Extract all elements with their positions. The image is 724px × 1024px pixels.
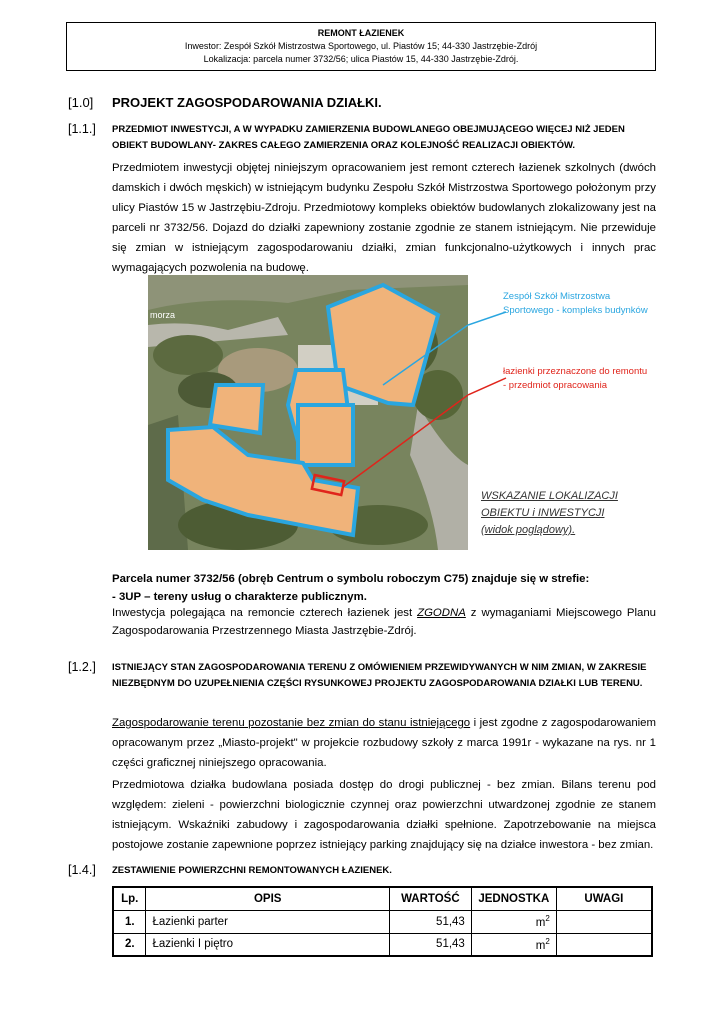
table-row: 1. Łazienki parter 51,43 $m^2$ xyxy=(113,910,652,933)
bathroom-area-table xyxy=(112,886,653,957)
legend-leader-lines xyxy=(468,290,508,400)
th-opis: OPIS xyxy=(146,887,389,910)
section-1-2-title: ISTNIEJĄCY STAN ZAGOSPODAROWANIA TERENU Z OMÓWIENIEM PRZEWIDYWANYCH W NIM ZMIAN, W ZAKRESIE NIEZBĘDNYM DO UZUPEŁNIENIA CZĘŚCI RYSUNKOWEJ PROJEKTU ZAGOSPODAROWANIA DZIAŁKI LUB TERENU. xyxy=(112,662,647,689)
legend-bathrooms: łazienki przeznaczone do remontu - przedmiot opracowania xyxy=(503,366,648,391)
legend-school-complex: Zespół Szkół Mistrzostwa Sportowego - kompleks budynków xyxy=(503,291,648,316)
section-1-0-title: PROJEKT ZAGOSPODAROWANIA DZIAŁKI. xyxy=(112,95,382,110)
header-location: Lokalizacja: parcela numer 3732/56; ulica Piastów 15, 44-330 Jastrzębie-Zdrój. xyxy=(203,54,519,64)
section-1-2-number: [1.2.] xyxy=(68,660,96,674)
section-1-2-paragraph-2: Przedmiotowa działka budowlana posiada dostęp do drogi publicznej - bez zmian. Bilans terenu pod względem: zieleni - powierzchni biologicznie czynnej oraz powierzchni utwardzonej zgodnie ze stanem istniejącym. Wskaźniki zabudowy i zagospodarowania działki spełnione. Zapotrzebowanie na miejsca postojowe zostanie zapewnione poprzez istniejący parking znajdujący się na działce inwestora - bez zmian. xyxy=(112,779,656,851)
zone-line-1: Parcela numer 3732/56 (obręb Centrum o symbolu roboczym C75) znajduje się w strefie: xyxy=(112,573,590,585)
section-1-1-number: [1.1.] xyxy=(68,122,96,136)
document-header xyxy=(66,22,656,71)
aerial-map xyxy=(148,275,468,550)
zgodna-emphasis: ZGODNA xyxy=(417,607,466,619)
th-lp: Lp. xyxy=(113,887,146,910)
th-jednostka: JEDNOSTKA xyxy=(471,887,556,910)
zone-line-2: - 3UP – tereny usług o charakterze publicznym. xyxy=(112,591,367,603)
section-1-4-number: [1.4.] xyxy=(68,863,96,877)
th-uwagi: UWAGI xyxy=(556,887,652,910)
location-caption: WSKAZANIE LOKALIZACJI OBIEKTU i INWESTYCJI (widok poglądowy). xyxy=(481,490,618,536)
section-1-1-paragraph: Przedmiotem inwestycji objętej niniejszym opracowaniem jest remont czterech łazienek szkolnych (dwóch damskich i dwóch męskich) w istniejącym budynku Zespołu Szkół Mistrzostwa Sportowego położonym przy ulicy Piastów 15 w Jastrzębiu-Zdroju. Przedmiotowy kompleks obiektów budowlanych zlokalizowany jest na parceli nr 3732/56. Dojazd do działki zapewniony zostanie zgodnie ze stanem istniejącym. Nie przewiduje się zmian w istniejącym zagospodarowaniu działki, zmian funkcjonalno-użytkowych i innych prac wymagających pozwolenia na budowę. xyxy=(112,162,656,274)
section-1-2-paragraph-1: Zagospodarowanie terenu pozostanie bez zmian do stanu istniejącego i jest zgodne z zagospodarowaniem opracowanym przez „Miasto-projekt" w projekcie rozbudowy szkoły z marca 1991r - wykazane na rys. nr 1 części graficznej niniejszego opracowania. xyxy=(112,717,657,769)
th-wartosc: WARTOŚĆ xyxy=(389,887,471,910)
section-1-0-number: [1.0] xyxy=(68,95,94,110)
section-1-1-title: PRZEDMIOT INWESTYCJI, A W WYPADKU ZAMIERZENIA BUDOWLANEGO OBEJMUJĄCEGO WIĘCEJ NIŻ JEDEN OBIEKT BUDOWLANY- ZAKRES CAŁEGO ZAMIERZENIA ORAZ KOLEJNOŚĆ REALIZACJI OBIEKTÓW. xyxy=(112,124,625,151)
table-header-row xyxy=(113,887,652,910)
site-map-image xyxy=(148,275,468,550)
street-label: morza xyxy=(150,310,176,320)
table-row: 2. Łazienki I piętro 51,43 $m^2$ xyxy=(113,933,652,956)
header-title: REMONT ŁAZIENEK xyxy=(317,28,405,38)
header-investor: Inwestor: Zespół Szkół Mistrzostwa Sportowego, ul. Piastów 15; 44-330 Jastrzębie-Zdrój xyxy=(184,41,538,51)
zone-paragraph: Inwestycja polegająca na remoncie czterech łazienek jest ZGODNA z wymaganiami Miejscowego Planu Zagospodarowania Przestrzennego Miasta Jastrzębie-Zdrój. xyxy=(112,607,656,637)
section-1-4-title: ZESTAWIENIE POWIERZCHNI REMONTOWANYCH ŁAZIENEK. xyxy=(112,865,392,876)
